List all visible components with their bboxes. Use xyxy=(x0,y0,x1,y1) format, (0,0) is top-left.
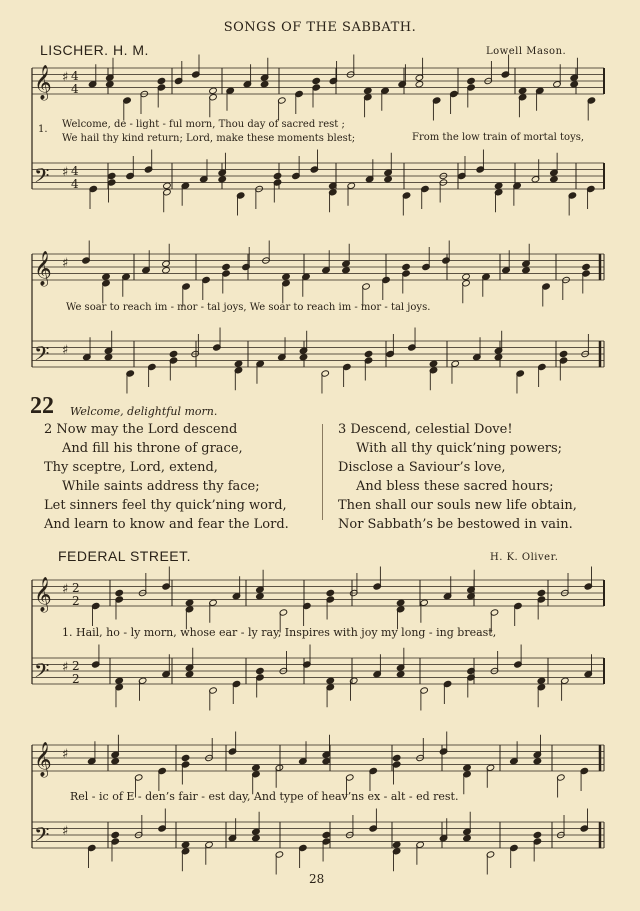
hymn-number: 22 xyxy=(30,393,54,419)
lyric-system-1: 1. Hail, ho - ly morn, whose ear - ly ray, Inspires with joy my long - ing breast, xyxy=(62,626,497,639)
notehead xyxy=(185,671,194,678)
notehead xyxy=(252,835,261,842)
notehead xyxy=(462,273,471,280)
stanza-2-line: And fill his throne of grace, xyxy=(62,441,243,456)
verse-number-1: 1. xyxy=(38,124,48,135)
sharp-icon: ♯ xyxy=(62,165,69,180)
stanza-3-line: Disclose a Saviour’s love, xyxy=(338,460,506,475)
treble-clef-icon: 𝄞 xyxy=(34,65,52,100)
stanza-2-line: While saints address thy face; xyxy=(62,479,260,494)
time-sig: 2 xyxy=(72,672,80,686)
notehead xyxy=(157,77,166,84)
notehead xyxy=(273,172,282,179)
time-sig: 2 xyxy=(72,581,80,595)
notehead xyxy=(402,263,411,270)
notehead xyxy=(415,81,424,88)
sharp-icon: ♯ xyxy=(62,70,69,85)
notehead xyxy=(494,354,503,361)
stanza-3-line: Then shall our souls new life obtain, xyxy=(338,498,577,513)
notehead xyxy=(322,758,331,765)
stanza-2-line: And learn to know and fear the Lord. xyxy=(44,517,289,532)
notehead xyxy=(392,754,401,761)
notehead xyxy=(384,176,393,183)
notehead xyxy=(111,831,120,838)
notehead xyxy=(102,273,111,280)
tune-title-lischer: LISCHER. H. M. xyxy=(40,42,149,58)
running-head: SONGS OF THE SABBATH. xyxy=(223,20,417,35)
stanza-3-line: 3 Descend, celestial Dove! xyxy=(338,422,513,437)
notehead xyxy=(234,360,243,367)
notehead xyxy=(533,831,542,838)
sharp-icon: ♯ xyxy=(62,660,69,675)
sharp-icon: ♯ xyxy=(62,343,69,358)
time-sig: 2 xyxy=(72,659,80,673)
notehead xyxy=(106,81,115,88)
time-sig: 4 xyxy=(71,82,79,96)
notehead xyxy=(252,764,261,771)
stanza-3 xyxy=(338,420,577,534)
notehead xyxy=(429,360,438,367)
notehead xyxy=(396,599,405,606)
notehead xyxy=(570,81,579,88)
notehead xyxy=(342,267,351,274)
time-sig: 4 xyxy=(71,177,79,191)
notehead xyxy=(104,354,113,361)
notehead xyxy=(185,599,194,606)
sharp-icon: ♯ xyxy=(62,582,69,597)
bass-clef-icon: 𝄢 xyxy=(34,342,50,370)
notehead xyxy=(256,667,265,674)
lyric-system-2: Rel - ic of E - den’s fair - est day, And type of heav’ns ex - alt - ed rest. xyxy=(70,790,459,803)
stanza-3-line: And bless these sacred hours; xyxy=(356,479,554,494)
notehead xyxy=(260,81,269,88)
notehead xyxy=(537,589,546,596)
notehead xyxy=(312,77,321,84)
composer-lowell-mason: Lowell Mason. xyxy=(486,46,567,57)
notehead xyxy=(364,87,373,94)
sharp-icon: ♯ xyxy=(62,824,69,839)
notehead xyxy=(522,267,531,274)
notehead xyxy=(115,589,124,596)
notehead xyxy=(582,263,591,270)
bass-clef-icon: 𝄢 xyxy=(34,164,50,192)
stanza-2-line: Thy sceptre, Lord, extend, xyxy=(44,460,218,475)
composer-hk-oliver: H. K. Oliver. xyxy=(490,552,559,563)
treble-clef-icon: 𝄞 xyxy=(34,251,52,286)
lyric-line-2: We hail thy kind return; Lord, make these moments blest; xyxy=(62,133,356,144)
sharp-icon: ♯ xyxy=(62,747,69,762)
notehead xyxy=(256,593,265,600)
notehead xyxy=(533,758,542,765)
notehead xyxy=(322,831,331,838)
notehead xyxy=(209,87,218,94)
bass-clef-icon: 𝄢 xyxy=(34,823,50,851)
lyric-line-1: Welcome, de - light - ful morn, Thou day of sacred rest ; xyxy=(62,119,345,130)
tune-title-federal-street: FEDERAL STREET. xyxy=(58,548,192,564)
treble-clef-icon: 𝄞 xyxy=(34,742,52,777)
notehead xyxy=(550,176,559,183)
stanza-3-line: Nor Sabbath’s be bestowed in vain. xyxy=(338,517,573,532)
notehead xyxy=(299,354,308,361)
notehead xyxy=(396,671,405,678)
notehead xyxy=(222,263,231,270)
notehead xyxy=(162,267,171,274)
notehead xyxy=(518,87,527,94)
notehead xyxy=(537,677,546,684)
notehead xyxy=(494,182,503,189)
notehead xyxy=(115,677,124,684)
stanza-3-line: With all thy quick’ning powers; xyxy=(356,441,563,456)
stanza-2-line: 2 Now may the Lord descend xyxy=(44,422,238,437)
notehead xyxy=(326,677,335,684)
notehead xyxy=(559,350,568,357)
bass-clef-icon: 𝄢 xyxy=(34,659,50,687)
hymn-first-line: Welcome, delightful morn. xyxy=(70,405,218,418)
notehead xyxy=(163,182,172,189)
sharp-icon: ♯ xyxy=(62,256,69,271)
stanza-2 xyxy=(44,420,289,534)
notehead xyxy=(463,835,472,842)
notehead xyxy=(111,758,120,765)
notehead xyxy=(364,350,373,357)
page-number: 28 xyxy=(309,872,325,886)
notehead xyxy=(326,589,335,596)
lyric-system-2: We soar to reach im - mor - tal joys, We soar to reach im - mor - tal joys. xyxy=(66,302,431,313)
notehead xyxy=(181,841,190,848)
lyric-continuation: From the low train of mortal toys, xyxy=(412,132,585,143)
treble-clef-icon: 𝄞 xyxy=(34,577,52,612)
notehead xyxy=(169,350,178,357)
notehead xyxy=(467,77,476,84)
notehead xyxy=(463,764,472,771)
stanza-divider xyxy=(322,424,323,520)
time-sig: 2 xyxy=(72,594,80,608)
stanza-2-line: Let sinners feel thy quick’ning word, xyxy=(44,498,287,513)
notehead xyxy=(107,172,116,179)
time-sig: 4 xyxy=(71,69,79,83)
notehead xyxy=(181,754,190,761)
notehead xyxy=(392,841,401,848)
notehead xyxy=(282,273,291,280)
time-sig: 4 xyxy=(71,164,79,178)
notehead xyxy=(218,176,227,183)
